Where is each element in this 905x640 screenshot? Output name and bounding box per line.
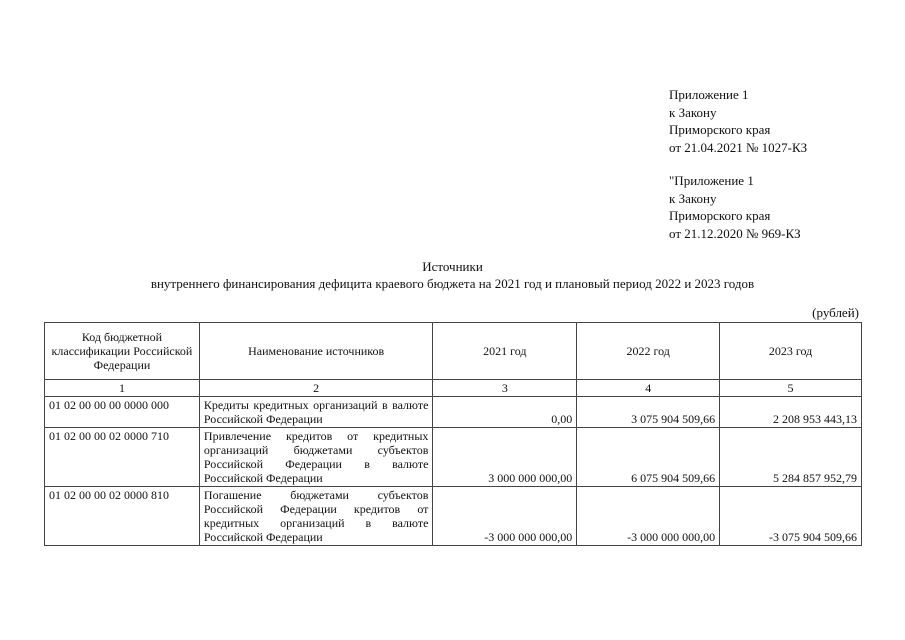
row-name: Привлечение кредитов от кредитных организаций бюджетами субъектов Российской Федерации в валюте Российской Федерации	[199, 428, 433, 487]
table-header-row	[45, 323, 862, 380]
row-amount-2023: 2 208 953 443,13	[720, 397, 862, 428]
row-amount-2022: -3 000 000 000,00	[577, 487, 720, 546]
column-number: 2	[199, 380, 433, 397]
row-code: 01 02 00 00 02 0000 710	[45, 428, 200, 487]
financing-sources-table	[44, 322, 862, 546]
column-number-row	[45, 380, 862, 397]
header-2023: 2023 год	[720, 323, 862, 380]
table-row	[45, 487, 862, 546]
row-code: 01 02 00 00 02 0000 810	[45, 487, 200, 546]
row-amount-2023: -3 075 904 509,66	[720, 487, 862, 546]
row-amount-2021: 3 000 000 000,00	[433, 428, 577, 487]
document-subtitle: внутреннего финансирования дефицита краевого бюджета на 2021 год и плановый период 2022 и 2023 годов	[150, 276, 755, 291]
row-amount-2022: 6 075 904 509,66	[577, 428, 720, 487]
column-number: 4	[577, 380, 720, 397]
units-label: (рублей)	[812, 305, 859, 320]
header-2021: 2021 год	[433, 323, 577, 380]
appendix-line: Приморского края	[669, 122, 771, 137]
appendix-header-current	[669, 86, 807, 156]
appendix-line: Приложение 1	[669, 87, 749, 102]
document-title: Источники	[422, 259, 483, 274]
row-amount-2021: 0,00	[433, 397, 577, 428]
appendix-line: от 21.04.2021 № 1027-КЗ	[669, 139, 808, 155]
row-name: Погашение бюджетами субъектов Российской Федерации кредитов от кредитных организаций в валюте Российской Федерации	[199, 487, 433, 546]
appendix-line: "Приложение 1	[669, 173, 754, 188]
appendix-header-amended	[669, 172, 801, 242]
appendix-line: к Закону	[669, 190, 717, 206]
appendix-line: Приморского края	[669, 208, 771, 223]
row-amount-2023: 5 284 857 952,79	[720, 428, 862, 487]
column-number: 3	[433, 380, 577, 397]
column-number: 1	[45, 380, 200, 397]
appendix-line: к Закону	[669, 104, 717, 120]
header-name: Наименование источников	[199, 323, 433, 380]
header-2022: 2022 год	[577, 323, 720, 380]
row-code: 01 02 00 00 00 0000 000	[45, 397, 200, 428]
appendix-line: от 21.12.2020 № 969-КЗ	[669, 225, 801, 241]
table-row	[45, 428, 862, 487]
row-amount-2021: -3 000 000 000,00	[433, 487, 577, 546]
row-amount-2022: 3 075 904 509,66	[577, 397, 720, 428]
header-code: Код бюджетной классификации Российской Федерации	[45, 323, 200, 380]
table-row	[45, 397, 862, 428]
row-name: Кредиты кредитных организаций в валюте Российской Федерации	[199, 397, 433, 428]
column-number: 5	[720, 380, 862, 397]
